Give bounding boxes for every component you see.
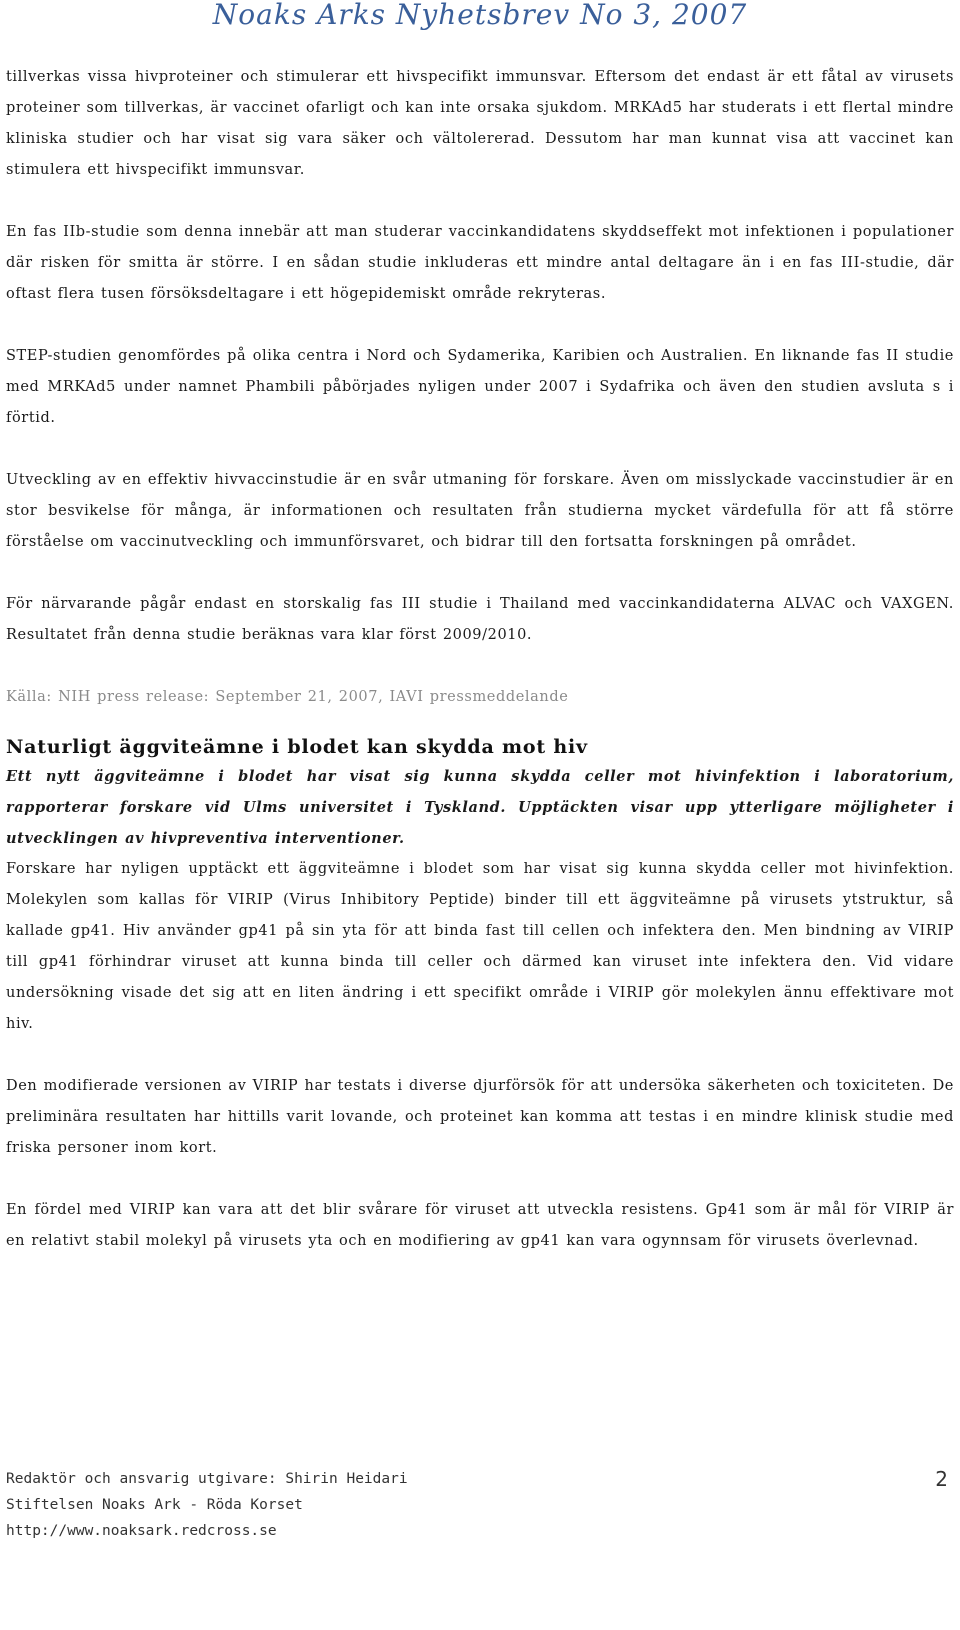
article-paragraph: En fas IIb-studie som denna innebär att man studerar vaccinkandidatens skyddseffekt mot infektionen i populationer där risken för smitta är större. I en sådan studie inkluderas ett mindre antal deltagare än i en fas III-studie, där oftast flera tusen försöksdeltagare i ett högepidemiskt område rekryteras.	[6, 224, 954, 302]
article-lead: Ett nytt äggviteämne i blodet har visat sig kunna skydda celler mot hivinfektion i laboratorium, rapporterar forskare vid Ulms universitet i Tyskland. Upptäckten visar upp ytterligare möjligheter i utvecklingen av hivpreventiva interventioner.	[6, 768, 954, 847]
organization-line: Stiftelsen Noaks Ark - Röda Korset	[6, 1497, 303, 1513]
article-paragraph: STEP-studien genomfördes på olika centra i Nord och Sydamerika, Karibien och Australien. En liknande fas II studie med MRKAd5 under namnet Phambili påbörjades nyligen under 2007 i Sydafrika och även den studien avsluta s i förtid.	[6, 348, 954, 426]
article-paragraph: För närvarande pågår endast en storskalig fas III studie i Thailand med vaccinkandidaterna ALVAC och VAXGEN. Resultatet från denna studie beräknas vara klar först 2009/2010.	[6, 596, 954, 643]
editor-line: Redaktör och ansvarig utgivare: Shirin Heidari	[6, 1471, 408, 1487]
page-number: 2	[935, 1467, 948, 1491]
website-link[interactable]: http://www.noaksark.redcross.se	[6, 1523, 277, 1539]
page-footer	[6, 1466, 948, 1544]
article-paragraph: Forskare har nyligen upptäckt ett äggviteämne i blodet som har visat sig kunna skydda celler mot hivinfektion. Molekylen som kallas för VIRIP (Virus Inhibitory Peptide) binder till ett äggviteämne på virusets ytstruktur, så kallade gp41. Hiv använder gp41 på sin yta för att binda fast till cellen och infektera den. Men bindning av VIRIP till gp41 förhindrar viruset att kunna binda till celler och därmed kan viruset inte infektera den. Vid vidare undersökning visade det sig att en liten ändring i ett specifikt område i VIRIP gör molekylen ännu effektivare mot hiv.	[6, 861, 954, 1032]
source-citation: Källa: NIH press release: September 21, 2007, IAVI pressmeddelande	[6, 689, 569, 705]
newsletter-title: Noaks Arks Nyhetsbrev No 3, 2007	[212, 0, 748, 31]
page-content	[6, 62, 954, 1257]
article-paragraph: Utveckling av en effektiv hivvaccinstudie är en svår utmaning för forskare. Även om misslyckade vaccinstudier är en stor besvikelse för många, är informationen och resultaten från studierna mycket värdefulla för att få större förståelse om vaccinutveckling och immunförsvaret, och bidrar till den fortsatta forskningen på området.	[6, 472, 954, 550]
article-paragraph: tillverkas vissa hivproteiner och stimulerar ett hivspecifikt immunsvar. Eftersom det endast är ett fåtal av virusets proteiner som tillverkas, är vaccinet ofarligt och kan inte orsaka sjukdom. MRKAd5 har studerats i ett flertal mindre kliniska studier och har visat sig vara säker och vältolererad. Dessutom har man kunnat visa att vaccinet kan stimulera ett hivspecifikt immunsvar.	[6, 69, 954, 178]
section-heading: Naturligt äggviteämne i blodet kan skydda mot hiv	[6, 736, 588, 758]
article-paragraph: En fördel med VIRIP kan vara att det blir svårare för viruset att utveckla resistens. Gp41 som är mål för VIRIP är en relativt stabil molekyl på virusets yta och en modifiering av gp41 kan vara ogynnsam för virusets överlevnad.	[6, 1202, 954, 1249]
article-paragraph: Den modifierade versionen av VIRIP har testats i diverse djurförsök för att undersöka säkerheten och toxiciteten. De preliminära resultaten har hittills varit lovande, och proteinet kan komma att testas i en mindre klinisk studie med friska personer inom kort.	[6, 1078, 954, 1156]
